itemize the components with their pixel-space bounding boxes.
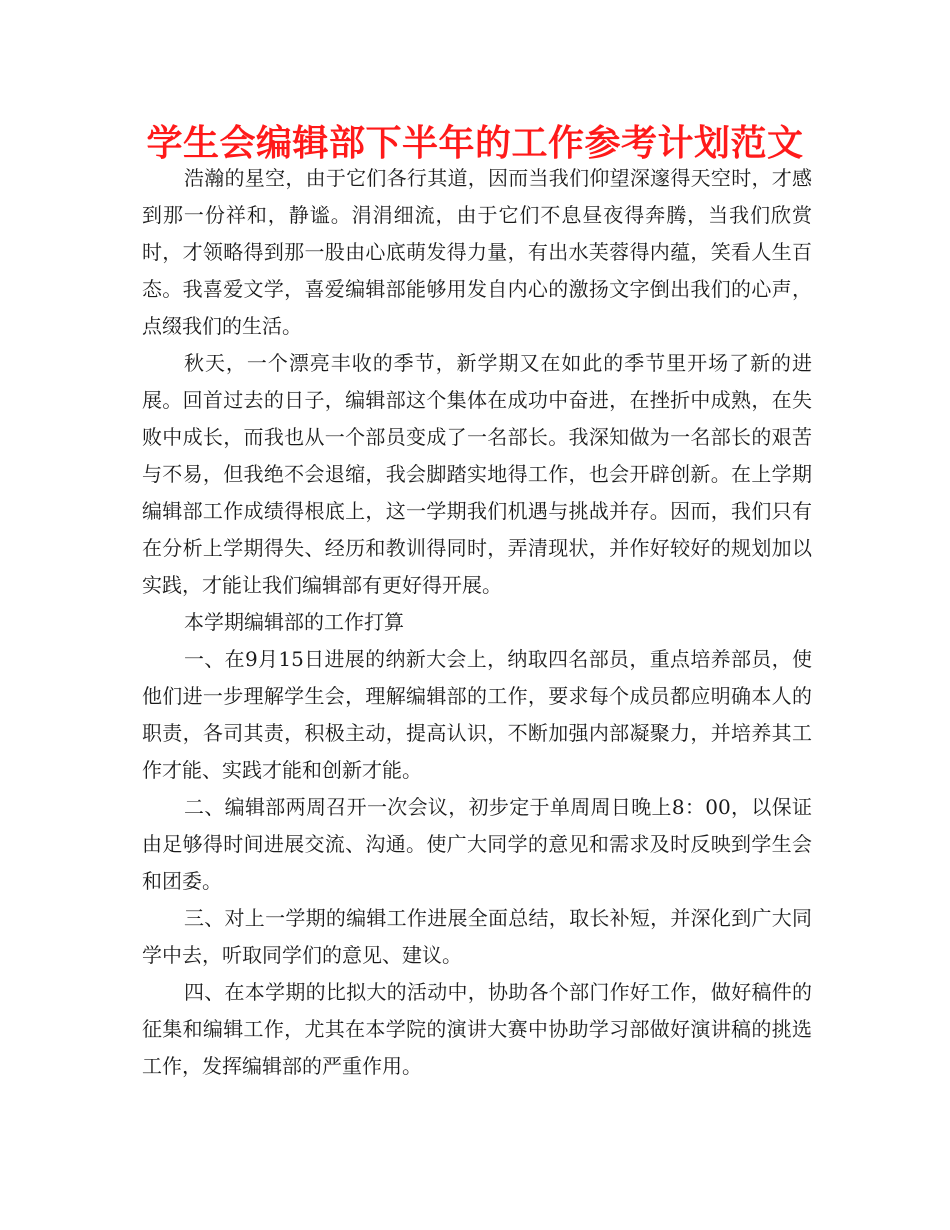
plan-item-4: 四、在本学期的比拟大的活动中，协助各个部门作好工作，做好稿件的征集和编辑工作，尤其在本学院的演讲大赛中协助学习部做好演讲稿的挑选工作，发挥编辑部的严重作用。 — [142, 980, 812, 1078]
document-body — [142, 160, 812, 1085]
paragraph-autumn: 秋天，一个漂亮丰收的季节，新学期又在如此的季节里开场了新的进展。回首过去的日子，编辑部这个集体在成功中奋进，在挫折中成熟，在失败中成长，而我也从一个部员变成了一名部长。我深知做为一名部长的艰苦与不易，但我绝不会退缩，我会脚踏实地得工作，也会开辟创新。在上学期编辑部工作成绩得根底上，这一学期我们机遇与挑战并存。因而，我们只有在分析上学期得失、经历和教训得同时，弄清现状，并作好较好的规划加以实践，才能让我们编辑部有更好得开展。 — [142, 351, 812, 597]
plan-item-2: 二、编辑部两周召开一次会议，初步定于单周周日晚上8：00，以保证由足够得时间进展交流、沟通。使广大同学的意见和需求及时反映到学生会和团委。 — [142, 795, 812, 893]
plan-item-3: 三、对上一学期的编辑工作进展全面总结，取长补短，并深化到广大同学中去，听取同学们的意见、建议。 — [142, 906, 812, 967]
document-title: 学生会编辑部下半年的工作参考计划范文 — [146, 123, 804, 164]
section-heading: 本学期编辑部的工作打算 — [184, 610, 404, 634]
plan-item-1: 一、在9月15日进展的纳新大会上，纳取四名部员，重点培养部员，使他们进一步理解学生会，理解编辑部的工作，要求每个成员都应明确本人的职责，各司其责，积极主动，提高认识，不断加强内部凝聚力，并培养其工作才能、实践才能和创新才能。 — [142, 647, 812, 782]
paragraph-intro: 浩瀚的星空，由于它们各行其道，因而当我们仰望深邃得天空时，才感到那一份祥和，静谧。涓涓细流，由于它们不息昼夜得奔腾，当我们欣赏时，才领略得到那一股由心底萌发得力量，有出水芙蓉得内蕴，笑看人生百态。我喜爱文学，喜爱编辑部能够用发自内心的激扬文字倒出我们的心声，点缀我们的生活。 — [142, 166, 812, 338]
